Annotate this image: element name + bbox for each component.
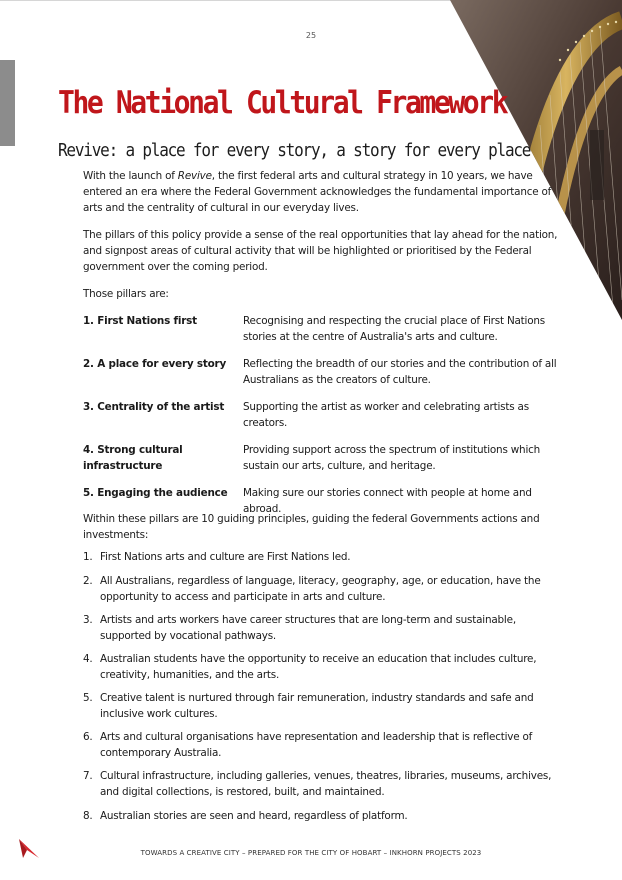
pillar-description: Reflecting the breadth of our stories and the contribution of all Australians as the creators of culture. [243,358,557,386]
principles-intro: Within these pillars are 10 guiding principles, guiding the federal Governments actions and investments: [83,513,540,541]
pillars-intro: Those pillars are: [83,288,169,300]
pillar-row [83,399,568,431]
principle-number: 5. [83,692,93,704]
page-subtitle: Revive: a place for every story, a story for every place [58,139,531,161]
principle-text: All Australians, regardless of language, literacy, geography, age, or education, have the opportunity to access and participate in arts and culture. [100,575,541,603]
principle-number: 6. [83,731,93,743]
principle-text: Australian students have the opportunity to receive an education that includes culture, creativity, humanities, and the arts. [100,653,537,681]
principle-item [83,768,568,800]
principle-text: Cultural infrastructure, including galleries, venues, theatres, libraries, museums, archives, and digital collections, is restored, built, and maintained. [100,770,552,798]
pillars-table [83,313,568,517]
principle-number: 4. [83,653,93,665]
page-number: 25 [305,31,317,40]
principle-item [83,549,568,565]
principle-item [83,612,568,644]
section-tab [0,60,15,146]
pillar-name: 1. First Nations first [83,315,197,327]
principle-number: 1. [83,551,93,563]
principle-item [83,808,568,824]
pillar-description: Recognising and respecting the crucial place of First Nations stories at the centre of Australia's arts and culture. [243,315,545,343]
principle-text: Australian stories are seen and heard, regardless of platform. [100,810,408,822]
principle-number: 7. [83,770,93,782]
principle-text: First Nations arts and culture are First Nations led. [100,551,351,563]
pillar-row [83,442,568,474]
intro-paragraph: With the launch of Revive, the first federal arts and cultural strategy in 10 years, we have entered an era where the Federal Government acknowledges the fundamental importance of arts and the centrality of cultural in our everyday lives. [83,170,552,214]
principle-item [83,690,568,722]
page-footer: TOWARDS A CREATIVE CITY – PREPARED FOR THE CITY OF HOBART – INKHORN PROJECTS 2023 [140,849,482,857]
pillar-description: Providing support across the spectrum of institutions which sustain our arts, culture, and heritage. [243,444,541,472]
pillars-context-paragraph: The pillars of this policy provide a sense of the real opportunities that lay ahead for the nation, and signpost areas of cultural activity that will be highlighted or prioritised by the Federal government over the coming period. [83,229,558,273]
pillar-description: Making sure our stories connect with people at home and abroad. [243,487,532,515]
principle-text: Arts and cultural organisations have representation and leadership that is reflective of contemporary Australia. [100,731,533,759]
pillar-name: 2. A place for every story [83,358,227,370]
principle-number: 3. [83,614,93,626]
principles-list [83,549,568,824]
pillar-description: Supporting the artist as worker and celebrating artists as creators. [243,401,529,429]
principle-item [83,651,568,683]
pillar-row [83,313,568,345]
principle-item [83,729,568,761]
revive-emphasis: Revive [177,170,212,182]
principle-text: Creative talent is nurtured through fair remuneration, industry standards and safe and inclusive work cultures. [100,692,534,720]
principle-number: 2. [83,575,93,587]
pillar-name: 3. Centrality of the artist [83,401,225,413]
pillar-row [83,356,568,388]
principle-item [83,573,568,605]
principle-number: 8. [83,810,93,822]
page-title: The National Cultural Framework [58,84,507,121]
pillar-name: 5. Engaging the audience [83,487,228,499]
principle-text: Artists and arts workers have career structures that are long-term and sustainable, supported by vocational pathways. [100,614,516,642]
pillar-name: 4. Strong cultural infrastructure [83,444,183,472]
